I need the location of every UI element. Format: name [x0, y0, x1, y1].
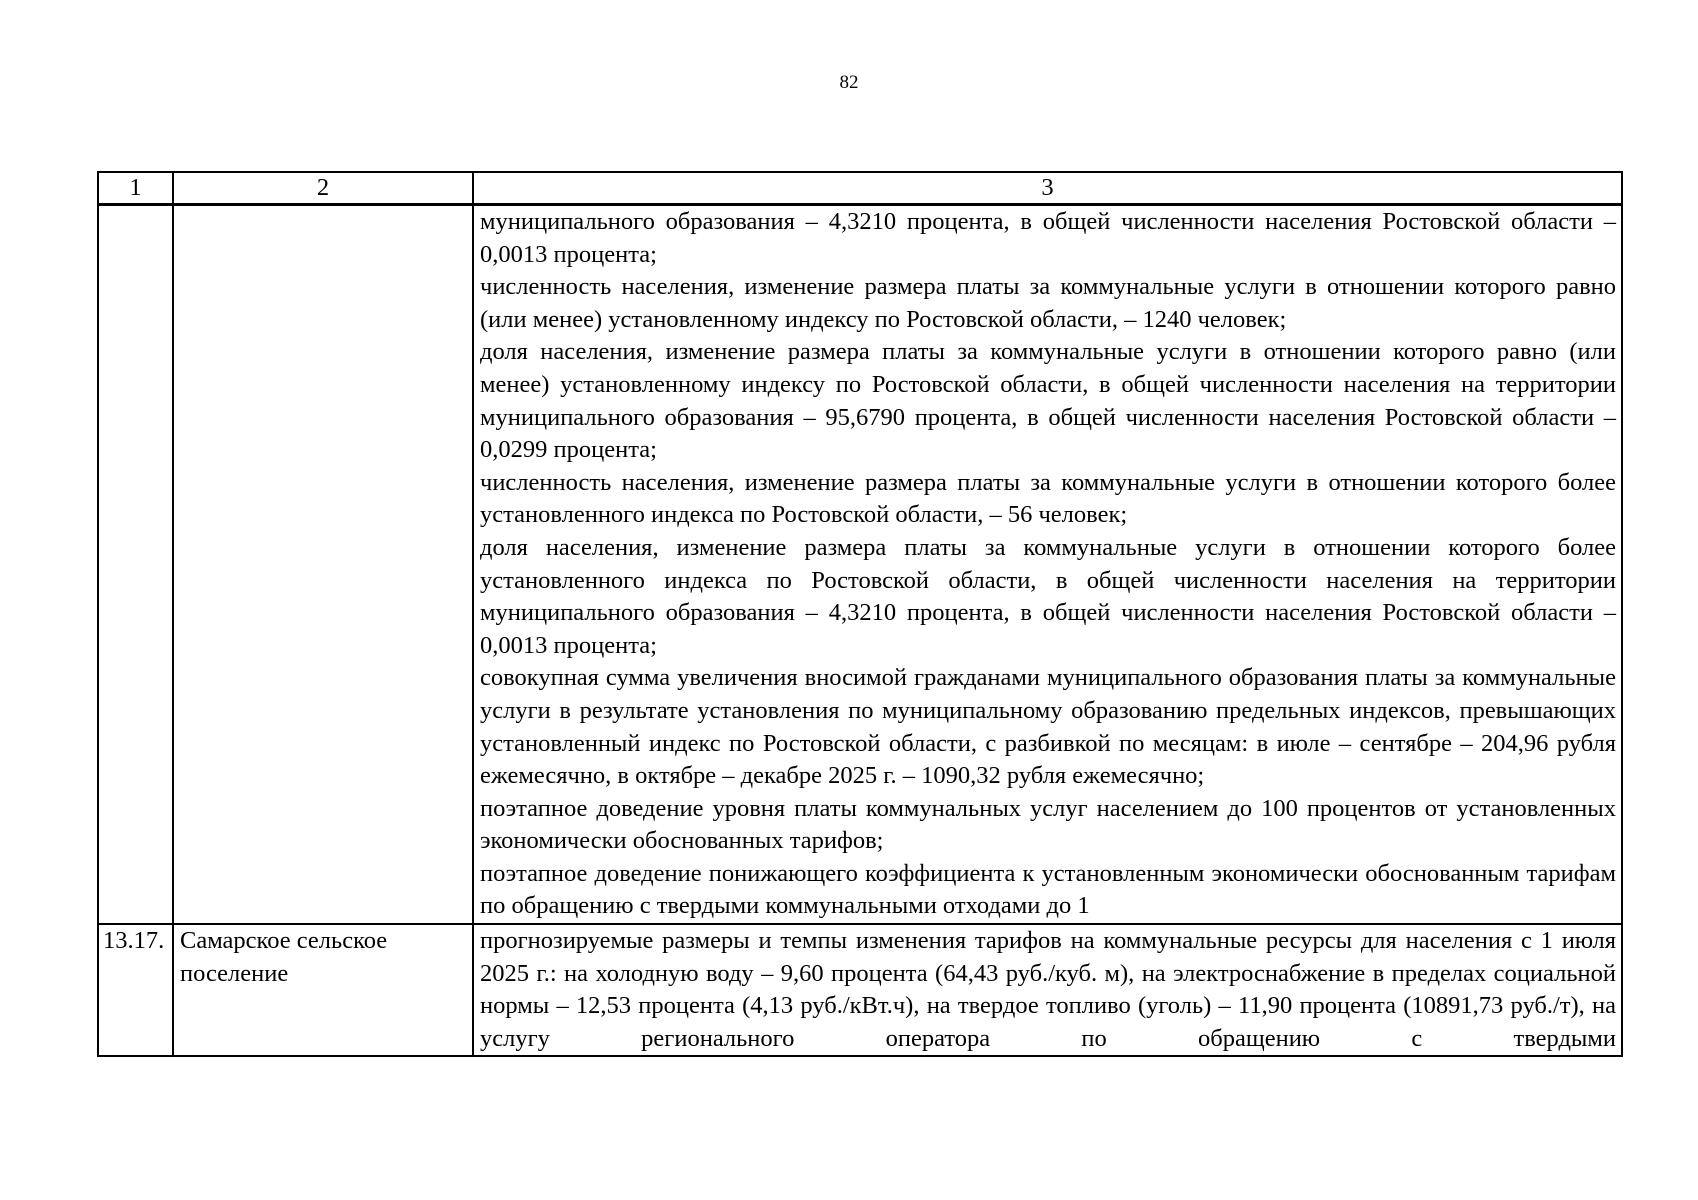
table-header-row: [98, 172, 1622, 205]
indicator-paragraph: муниципального образования – 4,3210 процента, в общей численности населения Ростовской области – 0,0013 процента;: [480, 208, 1616, 268]
tariff-table: [97, 171, 1623, 1057]
indicator-paragraph: доля населения, изменение размера платы за коммунальные услуги в отношении которого равно (или менее) установленному индексу по Ростовской области, в общей численности населения на территории муниципального образования – 95,6790 процента, в общей численности населения Ростовской области – 0,0299 процента;: [480, 338, 1616, 464]
indicator-paragraph: совокупная сумма увеличения вносимой гражданами муниципального образования платы за коммунальные услуги в результате установления по муниципальному образованию предельных индексов, превышающих установленный индекс по Ростовской области, с разбивкой по месяцам: в июле – сентябре – 204,96 рубля ежемесячно, в октябре – декабре 2025 г. – 1090,32 рубля ежемесячно;: [480, 664, 1616, 790]
indicators-cell: [473, 205, 1622, 925]
indicator-paragraph: численность населения, изменение размера платы за коммунальные услуги в отношении которого равно (или менее) установленному индексу по Ростовской области, – 1240 человек;: [480, 273, 1616, 333]
page-number: 82: [839, 72, 859, 93]
table-row: [98, 205, 1622, 925]
table-row: [98, 924, 1622, 1056]
municipality-name-cell: [173, 205, 473, 925]
row-number-cell: [98, 205, 173, 925]
indicators-cell: [473, 924, 1622, 1056]
indicator-paragraph: поэтапное доведение понижающего коэффициента к установленным экономически обоснованным тарифам по обращению с твердыми коммунальными отходами до 1: [480, 859, 1616, 920]
indicator-paragraph: доля населения, изменение размера платы за коммунальные услуги в отношении которого более установленного индекса по Ростовской области, в общей численности населения на территории муниципального образования – 4,3210 процента, в общей численности населения Ростовской области – 0,0013 процента;: [480, 533, 1616, 659]
indicator-paragraph: численность населения, изменение размера платы за коммунальные услуги в отношении которого более установленного индекса по Ростовской области, – 56 человек;: [480, 468, 1616, 529]
indicator-paragraph: прогнозируемые размеры и темпы изменения тарифов на коммунальные ресурсы для населения с 1 июля 2025 г.: на холодную воду – 9,60 процента (64,43 руб./куб. м), на электроснабжение в пределах социальной нормы – 12,53 процента (4,13 руб./кВт.ч), на твердое топливо (уголь) – 11,90 процента (10891,73 руб./т), на услугу регионального оператора по обращению с твердыми: [480, 927, 1616, 1052]
column-header-1: 1: [98, 172, 173, 205]
column-header-3: 3: [473, 172, 1622, 205]
indicator-paragraph: поэтапное доведение уровня платы коммунальных услуг населением до 100 процентов от установленных экономически обоснованных тарифов;: [480, 794, 1616, 855]
municipality-name-cell: Самарское сельское поселение: [173, 924, 473, 1056]
column-header-2: 2: [173, 172, 473, 205]
row-number-cell: 13.17.: [98, 924, 173, 1056]
